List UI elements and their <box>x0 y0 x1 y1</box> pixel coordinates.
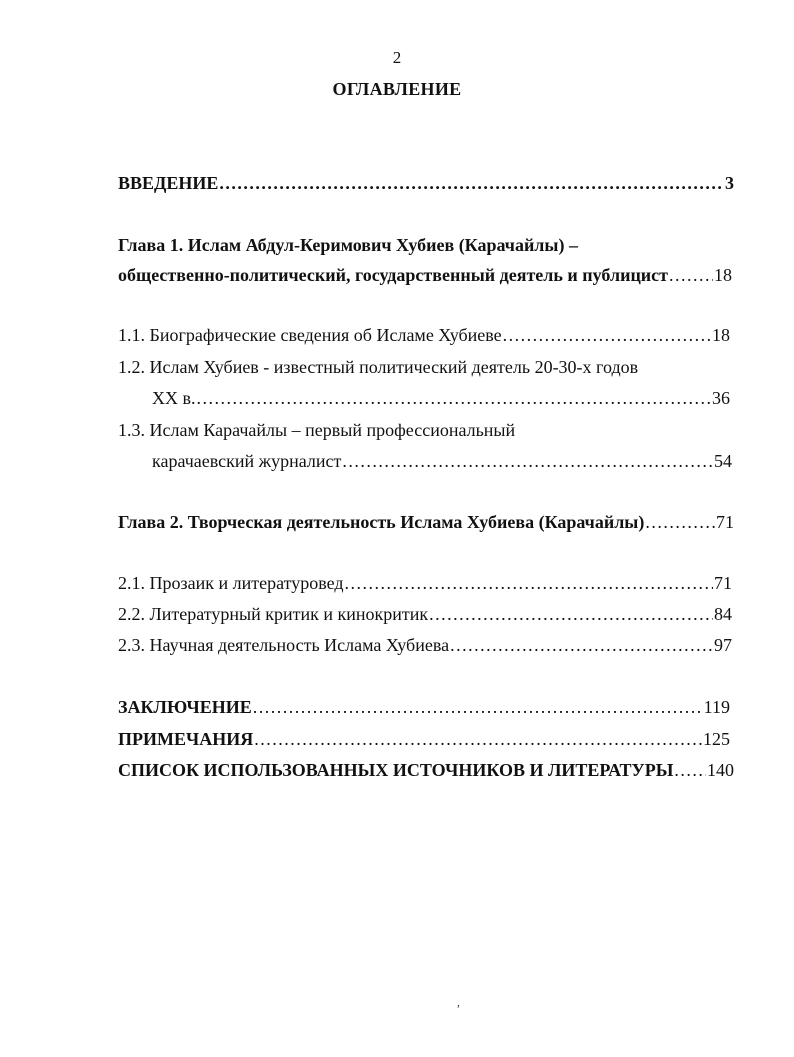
toc-label: общественно-политический, государственный деятель и публицист <box>118 265 669 285</box>
toc-page: 71 <box>716 512 734 532</box>
scan-artifact-mark: , <box>457 995 460 1009</box>
toc-entry-chapter1[interactable] <box>118 263 732 287</box>
toc-entry-section-1-3[interactable] <box>152 449 732 473</box>
dot-leader <box>645 510 715 534</box>
dot-leader <box>429 602 713 626</box>
toc-page: 36 <box>712 388 730 408</box>
dot-leader <box>253 695 703 719</box>
toc-entry-sources[interactable] <box>118 758 734 782</box>
toc-entry-introduction[interactable] <box>118 171 734 195</box>
toc-section-1-2-line1[interactable]: 1.2. Ислам Хубиев - известный политический деятель 20-30-х годов <box>118 357 639 377</box>
toc-entry-section-2-1[interactable] <box>118 571 732 595</box>
page-number: 2 <box>392 48 402 67</box>
page-title: ОГЛАВЛЕНИЕ <box>332 79 462 99</box>
toc-page: 125 <box>703 729 730 749</box>
dot-leader <box>197 386 712 410</box>
dot-leader <box>219 171 724 195</box>
toc-page: 71 <box>714 573 732 593</box>
dot-leader <box>254 727 702 751</box>
dot-leader <box>674 758 706 782</box>
toc-entry-chapter2[interactable] <box>118 510 734 534</box>
toc-label: XX в. <box>152 388 196 408</box>
dot-leader <box>450 633 713 657</box>
dot-leader <box>503 323 711 347</box>
toc-label: 2.2. Литературный критик и кинокритик <box>118 604 429 624</box>
toc-chapter1-line1[interactable]: Глава 1. Ислам Абдул-Керимович Хубиев (Карачайлы) – <box>118 235 578 255</box>
dot-leader <box>669 263 713 287</box>
toc-entry-section-2-3[interactable] <box>118 633 732 657</box>
toc-page: 54 <box>714 451 732 471</box>
toc-page: 84 <box>714 604 732 624</box>
toc-label: 1.1. Биографические сведения об Исламе Хубиеве <box>118 325 502 345</box>
toc-label: ПРИМЕЧАНИЯ <box>118 729 254 749</box>
toc-page: 119 <box>703 697 730 717</box>
toc-page: 140 <box>707 760 734 780</box>
toc-label: ЗАКЛЮЧЕНИЕ <box>118 697 252 717</box>
toc-entry-notes[interactable] <box>118 727 730 751</box>
toc-label: ВВЕДЕНИЕ <box>118 173 219 193</box>
toc-label: СПИСОК ИСПОЛЬЗОВАННЫХ ИСТОЧНИКОВ И ЛИТЕРАТУРЫ <box>118 760 674 780</box>
toc-page: 18 <box>712 325 730 345</box>
toc-page: 3 <box>725 173 734 193</box>
toc-label: карачаевский журналист <box>152 451 342 471</box>
toc-page: 97 <box>714 635 732 655</box>
dot-leader <box>345 571 713 595</box>
toc-entry-section-1-1[interactable] <box>118 323 730 347</box>
toc-label: Глава 2. Творческая деятельность Ислама Хубиева (Карачайлы) <box>118 512 645 532</box>
toc-entry-conclusion[interactable] <box>118 695 730 719</box>
toc-entry-section-2-2[interactable] <box>118 602 732 626</box>
toc-section-1-3-line1[interactable]: 1.3. Ислам Карачайлы – первый профессиональный <box>118 420 516 440</box>
toc-label: 2.1. Прозаик и литературовед <box>118 573 344 593</box>
toc-page: 18 <box>714 265 732 285</box>
toc-label: 2.3. Научная деятельность Ислама Хубиева <box>118 635 450 655</box>
dot-leader <box>342 449 713 473</box>
toc-entry-section-1-2[interactable] <box>152 386 730 410</box>
